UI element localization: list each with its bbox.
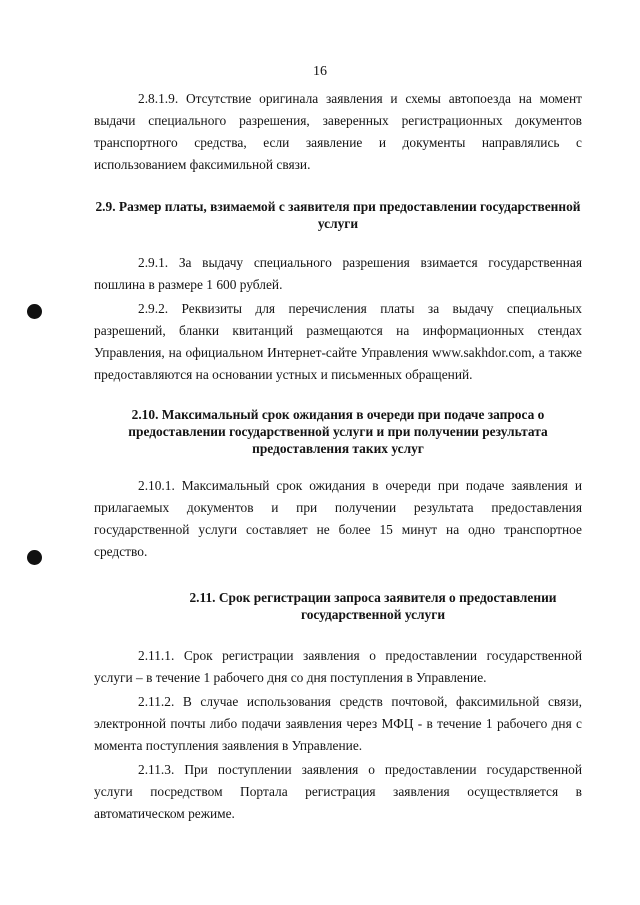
paragraph-2-10-1: 2.10.1. Максимальный срок ожидания в очереди при подаче заявления и прилагаемых документов и при получении результата предоставления государственной услуги составляет не более 15 минут на одно транспортное средство. (94, 478, 582, 559)
page-number: 16 (313, 64, 327, 79)
punch-hole-lower (27, 550, 42, 565)
punch-hole-upper (27, 304, 42, 319)
paragraph-2-9-2: 2.9.2. Реквизиты для перечисления платы за выдачу специальных разрешений, бланки квитанций размещаются на информационных стендах Управления, на официальном Интернет-сайте Управления www.sakhdor.com, а также предоставляются на основании устных и письменных обращений. (94, 301, 582, 382)
section-heading-2-9: 2.9. Размер платы, взимаемой с заявителя при предоставлении государственной услуги (95, 199, 581, 231)
paragraph-2-11-1: 2.11.1. Срок регистрации заявления о предоставлении государственной услуги – в течение 1 рабочего дня со дня поступления в Управление. (94, 648, 582, 685)
paragraph-2-9-1: 2.9.1. За выдачу специального разрешения взимается государственная пошлина в размере 1 600 рублей. (94, 255, 582, 292)
section-heading-2-10: 2.10. Максимальный срок ожидания в очереди при подаче запроса о предоставлении государственной услуги и при получении результата предоставления таких услуг (128, 407, 548, 456)
paragraph-2-8-1-9: 2.8.1.9. Отсутствие оригинала заявления и схемы автопоезда на момент выдачи специального разрешения, заверенных регистрационных документов транспортного средства, если заявление и документы направлялись с использованием факсимильной связи. (94, 91, 582, 172)
document-body (94, 88, 582, 825)
section-heading-2-11: 2.11. Срок регистрации запроса заявителя о предоставлении государственной услуги (189, 590, 557, 622)
paragraph-2-11-3: 2.11.3. При поступлении заявления о предоставлении государственной услуги посредством Портала регистрация заявления осуществляется в автоматическом режиме. (94, 762, 582, 821)
paragraph-2-11-2: 2.11.2. В случае использования средств почтовой, факсимильной связи, электронной почты либо подачи заявления через МФЦ - в течение 1 рабочего дня с момента поступления заявления в Управление. (94, 694, 582, 753)
